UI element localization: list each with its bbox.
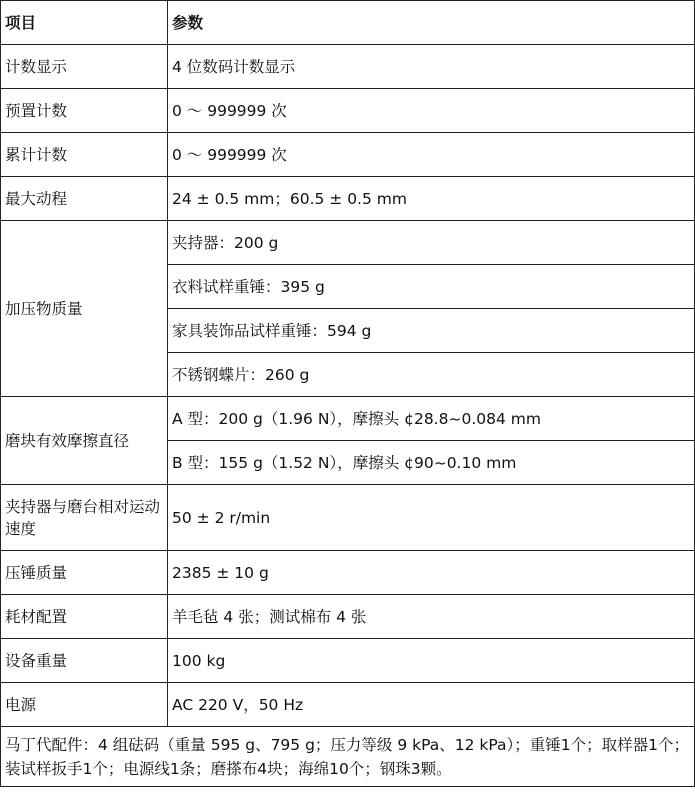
- row-value: 0 ～ 999999 次: [168, 89, 695, 133]
- row-item: 电源: [1, 683, 168, 727]
- table-row: [1, 133, 695, 177]
- row-value: 24 ± 0.5 mm；60.5 ± 0.5 mm: [168, 177, 695, 221]
- header-item: 项目: [1, 1, 168, 45]
- table-row: [1, 551, 695, 595]
- row-item: 耗材配置: [1, 595, 168, 639]
- row-item: 累计计数: [1, 133, 168, 177]
- row-item: 压锤质量: [1, 551, 168, 595]
- row-value: AC 220 V，50 Hz: [168, 683, 695, 727]
- accessories-note: 马丁代配件：4 组砝码（重量 595 g、795 g；压力等级 9 kPa、12 kPa）；重锤1个；取样器1个；装试样扳手1个；电源线1条；磨搽布4块；海绵10个；钢珠3颗。: [1, 727, 695, 787]
- table-row: [1, 639, 695, 683]
- header-param: 参数: [168, 1, 695, 45]
- table-row: [1, 595, 695, 639]
- row-value: 衣料试样重锤：395 g: [168, 265, 695, 309]
- table-row: [1, 485, 695, 551]
- table-header-row: [1, 1, 695, 45]
- row-item: 夹持器与磨台相对运动速度: [1, 485, 168, 551]
- row-item: 磨块有效摩擦直径: [1, 397, 168, 485]
- table-row: [1, 89, 695, 133]
- table-row: [1, 177, 695, 221]
- row-item: 设备重量: [1, 639, 168, 683]
- row-item: 计数显示: [1, 45, 168, 89]
- row-value: 50 ± 2 r/min: [168, 485, 695, 551]
- row-value: 夹持器：200 g: [168, 221, 695, 265]
- row-value: 不锈钢蝶片：260 g: [168, 353, 695, 397]
- row-value: A 型：200 g（1.96 N），摩擦头 ¢28.8~0.084 mm: [168, 397, 695, 441]
- table-row: [1, 397, 695, 441]
- table-row: [1, 45, 695, 89]
- row-value: B 型：155 g（1.52 N），摩擦头 ¢90~0.10 mm: [168, 441, 695, 485]
- table-footer-row: [1, 727, 695, 787]
- row-value: 4 位数码计数显示: [168, 45, 695, 89]
- row-value: 100 kg: [168, 639, 695, 683]
- row-value: 2385 ± 10 g: [168, 551, 695, 595]
- row-value: 羊毛毡 4 张；测试棉布 4 张: [168, 595, 695, 639]
- row-item: 预置计数: [1, 89, 168, 133]
- table-row: [1, 683, 695, 727]
- row-value: 家具装饰品试样重锤：594 g: [168, 309, 695, 353]
- row-item: 加压物质量: [1, 221, 168, 397]
- row-item: 最大动程: [1, 177, 168, 221]
- table-row: [1, 221, 695, 265]
- row-value: 0 ～ 999999 次: [168, 133, 695, 177]
